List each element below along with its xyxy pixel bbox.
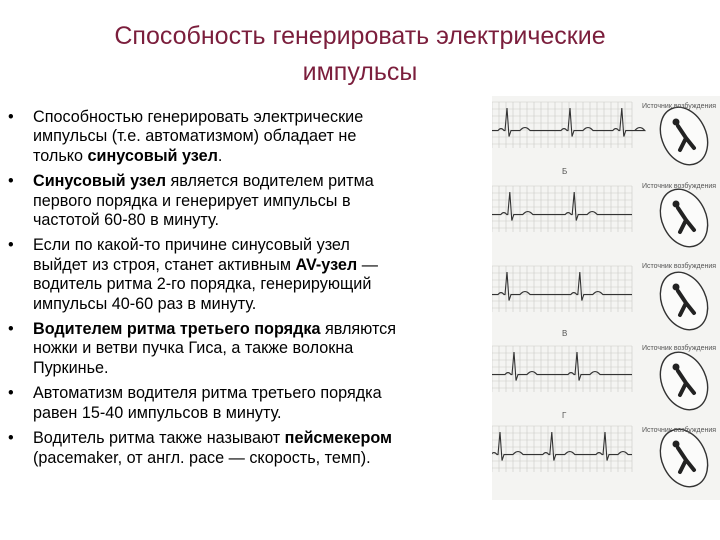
bullet-item bbox=[8, 172, 488, 230]
bullet-item bbox=[8, 384, 488, 423]
bullet-item bbox=[8, 236, 488, 314]
bullet-text: водитель ритма 2-го порядка, генерирующий bbox=[33, 275, 372, 294]
bullet-text bbox=[33, 256, 488, 275]
panel-letter: Б bbox=[562, 167, 568, 176]
bullet-text-segment: — bbox=[357, 255, 378, 274]
bullet-item bbox=[8, 320, 488, 378]
heart-caption: Источник возбуждения bbox=[642, 183, 717, 190]
bullet-item bbox=[8, 429, 488, 468]
pacemaker-node bbox=[673, 441, 680, 448]
bullet-text: • Автоматизм водителя ритма третьего порядка bbox=[33, 384, 382, 403]
ecg-strip bbox=[492, 346, 632, 392]
ecg-grid bbox=[492, 426, 632, 472]
pacemaker-node bbox=[673, 284, 680, 291]
bullet-text: частотой 60-80 в минуту. bbox=[33, 211, 219, 230]
bullet-text bbox=[33, 320, 488, 339]
bullet-bold-term: синусовый узел bbox=[87, 146, 218, 165]
heart-caption: Источник возбуждения bbox=[642, 263, 717, 270]
bullet-text: импульсы 40-60 раз в минуту. bbox=[33, 294, 257, 313]
panel-letter: В bbox=[562, 329, 568, 338]
ecg-grid bbox=[492, 102, 632, 148]
ecg-strip bbox=[492, 426, 632, 472]
bullet-text: первого порядка и генерирует импульсы в bbox=[33, 191, 351, 210]
ecg-strip bbox=[492, 102, 645, 148]
bullet-text bbox=[33, 147, 488, 166]
ecg-grid bbox=[492, 186, 632, 232]
pacemaker-node bbox=[673, 364, 680, 371]
bullet-bold-term: пейсмекером bbox=[284, 429, 393, 448]
bullet-bold-term: Синусовый узел bbox=[33, 172, 167, 191]
bullet-text-segment: . bbox=[217, 146, 223, 165]
title-line-2: импульсы bbox=[302, 58, 418, 86]
bullet-text: равен 15-40 импульсов в минуту. bbox=[33, 403, 282, 422]
ecg-figure bbox=[492, 96, 720, 500]
ecg-strip bbox=[492, 266, 632, 312]
bullet-text-segment: Водитель ритма также называют bbox=[33, 429, 285, 448]
bullet-item bbox=[8, 108, 488, 166]
bullet-text: • Если по какой-то причине синусовый узел bbox=[33, 236, 350, 255]
bullet-list bbox=[8, 108, 488, 474]
ecg-grid bbox=[492, 266, 632, 312]
bullet-text: ножки и ветви пучка Гиса, а также волокна bbox=[33, 339, 354, 358]
bullet-text-segment: является водителем ритма bbox=[166, 172, 374, 191]
bullet-text: • Способностью генерировать электрические bbox=[33, 108, 364, 126]
pacemaker-node bbox=[673, 201, 680, 208]
bullet-text bbox=[33, 172, 488, 191]
bullet-text: импульсы (т.е. автоматизмом) обладает не bbox=[33, 127, 357, 146]
bullet-text: Пуркинье. bbox=[33, 358, 109, 377]
ecg-strip bbox=[492, 186, 632, 232]
pacemaker-node bbox=[673, 119, 680, 126]
slide-title bbox=[0, 18, 720, 90]
bullet-text-segment: выйдет из строя, станет активным bbox=[33, 255, 296, 274]
bullet-bold-term: AV-узел bbox=[295, 255, 358, 274]
bullet-text bbox=[33, 429, 488, 448]
ecg-trace bbox=[492, 108, 645, 137]
bullet-bold-term: Водителем ритма третьего порядка bbox=[33, 320, 321, 339]
bullet-text: (pacemaker, от англ. pace — скорость, темп). bbox=[33, 448, 371, 467]
title-line-1: Способность генерировать электрические bbox=[114, 22, 606, 50]
panel-letter: Г bbox=[562, 411, 567, 420]
bullet-text-segment: только bbox=[33, 146, 88, 165]
heart-caption: Источник возбуждения bbox=[642, 345, 717, 352]
ecg-heart-illustration bbox=[492, 96, 720, 500]
bullet-text-segment: являются bbox=[320, 320, 397, 339]
heart-caption: Источник возбуждения bbox=[642, 103, 717, 110]
heart-caption: Источник возбуждения bbox=[642, 427, 717, 434]
